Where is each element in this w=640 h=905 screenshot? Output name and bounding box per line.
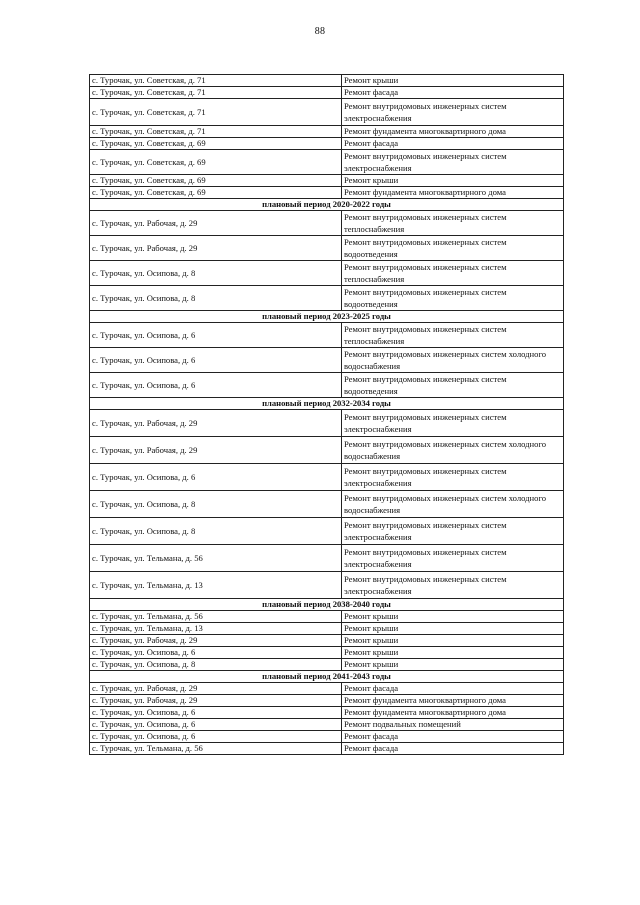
work-cell: Ремонт внутридомовых инженерных систем электроснабжения (342, 518, 564, 545)
table-row (90, 545, 564, 572)
period-heading: плановый период 2038-2040 годы (90, 599, 564, 611)
page-number: 88 (314, 26, 326, 37)
table-row (90, 683, 564, 695)
address-cell: с. Турочак, ул. Советская, д. 69 (90, 187, 342, 199)
table-row (90, 348, 564, 373)
address-cell: с. Турочак, ул. Осипова, д. 6 (90, 707, 342, 719)
work-cell: Ремонт подвальных помещений (342, 719, 564, 731)
work-cell: Ремонт фасада (342, 138, 564, 150)
period-heading: плановый период 2041-2043 годы (90, 671, 564, 683)
table-row (90, 611, 564, 623)
address-cell: с. Турочак, ул. Осипова, д. 6 (90, 323, 342, 348)
table-row (90, 175, 564, 187)
work-cell: Ремонт внутридомовых инженерных систем водоотведения (342, 286, 564, 311)
table-row (90, 323, 564, 348)
work-cell: Ремонт внутридомовых инженерных систем теплоснабжения (342, 261, 564, 286)
work-cell: Ремонт внутридомовых инженерных систем теплоснабжения (342, 211, 564, 236)
period-heading-row (90, 199, 564, 211)
work-cell: Ремонт внутридомовых инженерных систем электроснабжения (342, 99, 564, 126)
table-row (90, 410, 564, 437)
table-row (90, 743, 564, 755)
address-cell: с. Турочак, ул. Рабочая, д. 29 (90, 236, 342, 261)
address-cell: с. Турочак, ул. Тельмана, д. 56 (90, 611, 342, 623)
work-cell: Ремонт фасада (342, 683, 564, 695)
table-row (90, 659, 564, 671)
table-row (90, 261, 564, 286)
address-cell: с. Турочак, ул. Осипова, д. 6 (90, 464, 342, 491)
address-cell: с. Турочак, ул. Советская, д. 71 (90, 75, 342, 87)
table-row (90, 647, 564, 659)
period-heading-row (90, 398, 564, 410)
work-cell: Ремонт внутридомовых инженерных систем холодного водоснабжения (342, 348, 564, 373)
address-cell: с. Турочак, ул. Рабочая, д. 29 (90, 211, 342, 236)
work-cell: Ремонт фундамента многоквартирного дома (342, 707, 564, 719)
address-cell: с. Турочак, ул. Тельмана, д. 13 (90, 572, 342, 599)
period-heading: плановый период 2032-2034 годы (90, 398, 564, 410)
table-row (90, 75, 564, 87)
address-cell: с. Турочак, ул. Советская, д. 69 (90, 175, 342, 187)
address-cell: с. Турочак, ул. Рабочая, д. 29 (90, 437, 342, 464)
table-row (90, 491, 564, 518)
work-cell: Ремонт внутридомовых инженерных систем электроснабжения (342, 150, 564, 175)
work-cell: Ремонт фундамента многоквартирного дома (342, 126, 564, 138)
table-row (90, 572, 564, 599)
address-cell: с. Турочак, ул. Рабочая, д. 29 (90, 410, 342, 437)
work-cell: Ремонт крыши (342, 175, 564, 187)
work-cell: Ремонт крыши (342, 623, 564, 635)
table-row (90, 286, 564, 311)
work-cell: Ремонт крыши (342, 659, 564, 671)
address-cell: с. Турочак, ул. Советская, д. 69 (90, 150, 342, 175)
period-heading-row (90, 599, 564, 611)
address-cell: с. Турочак, ул. Советская, д. 71 (90, 99, 342, 126)
address-cell: с. Турочак, ул. Осипова, д. 8 (90, 659, 342, 671)
table-row (90, 635, 564, 647)
table-row (90, 518, 564, 545)
work-cell: Ремонт внутридомовых инженерных систем теплоснабжения (342, 323, 564, 348)
table-row (90, 731, 564, 743)
work-cell: Ремонт крыши (342, 635, 564, 647)
repair-works-table (89, 74, 564, 755)
period-heading: плановый период 2020-2022 годы (90, 199, 564, 211)
address-cell: с. Турочак, ул. Тельмана, д. 56 (90, 545, 342, 572)
table-row (90, 719, 564, 731)
work-cell: Ремонт фундамента многоквартирного дома (342, 695, 564, 707)
table-row (90, 623, 564, 635)
work-cell: Ремонт фасада (342, 731, 564, 743)
work-cell: Ремонт внутридомовых инженерных систем водоотведения (342, 236, 564, 261)
work-cell: Ремонт внутридомовых инженерных систем электроснабжения (342, 572, 564, 599)
address-cell: с. Турочак, ул. Осипова, д. 6 (90, 348, 342, 373)
table-body (90, 75, 564, 755)
address-cell: с. Турочак, ул. Рабочая, д. 29 (90, 683, 342, 695)
table-row (90, 373, 564, 398)
table-row (90, 187, 564, 199)
work-cell: Ремонт внутридомовых инженерных систем водоотведения (342, 373, 564, 398)
work-cell: Ремонт фасада (342, 743, 564, 755)
table-row (90, 707, 564, 719)
work-cell: Ремонт внутридомовых инженерных систем холодного водоснабжения (342, 437, 564, 464)
table-row (90, 437, 564, 464)
work-cell: Ремонт фасада (342, 87, 564, 99)
address-cell: с. Турочак, ул. Осипова, д. 6 (90, 731, 342, 743)
address-cell: с. Турочак, ул. Рабочая, д. 29 (90, 695, 342, 707)
period-heading-row (90, 671, 564, 683)
address-cell: с. Турочак, ул. Советская, д. 71 (90, 126, 342, 138)
work-cell: Ремонт крыши (342, 647, 564, 659)
table-row (90, 150, 564, 175)
work-cell: Ремонт крыши (342, 611, 564, 623)
work-cell: Ремонт фундамента многоквартирного дома (342, 187, 564, 199)
address-cell: с. Турочак, ул. Осипова, д. 6 (90, 719, 342, 731)
address-cell: с. Турочак, ул. Осипова, д. 8 (90, 518, 342, 545)
work-cell: Ремонт внутридомовых инженерных систем электроснабжения (342, 545, 564, 572)
table-row (90, 236, 564, 261)
table-row (90, 138, 564, 150)
work-cell: Ремонт внутридомовых инженерных систем электроснабжения (342, 464, 564, 491)
table-row (90, 211, 564, 236)
work-cell: Ремонт внутридомовых инженерных систем электроснабжения (342, 410, 564, 437)
address-cell: с. Турочак, ул. Осипова, д. 8 (90, 261, 342, 286)
work-cell: Ремонт внутридомовых инженерных систем холодного водоснабжения (342, 491, 564, 518)
period-heading-row (90, 311, 564, 323)
address-cell: с. Турочак, ул. Осипова, д. 8 (90, 286, 342, 311)
address-cell: с. Турочак, ул. Осипова, д. 6 (90, 647, 342, 659)
table-row (90, 464, 564, 491)
address-cell: с. Турочак, ул. Советская, д. 69 (90, 138, 342, 150)
table-row (90, 99, 564, 126)
table-row (90, 695, 564, 707)
address-cell: с. Турочак, ул. Осипова, д. 6 (90, 373, 342, 398)
address-cell: с. Турочак, ул. Тельмана, д. 13 (90, 623, 342, 635)
address-cell: с. Турочак, ул. Осипова, д. 8 (90, 491, 342, 518)
table-row (90, 126, 564, 138)
work-cell: Ремонт крыши (342, 75, 564, 87)
table-row (90, 87, 564, 99)
address-cell: с. Турочак, ул. Тельмана, д. 56 (90, 743, 342, 755)
address-cell: с. Турочак, ул. Советская, д. 71 (90, 87, 342, 99)
period-heading: плановый период 2023-2025 годы (90, 311, 564, 323)
address-cell: с. Турочак, ул. Рабочая, д. 29 (90, 635, 342, 647)
